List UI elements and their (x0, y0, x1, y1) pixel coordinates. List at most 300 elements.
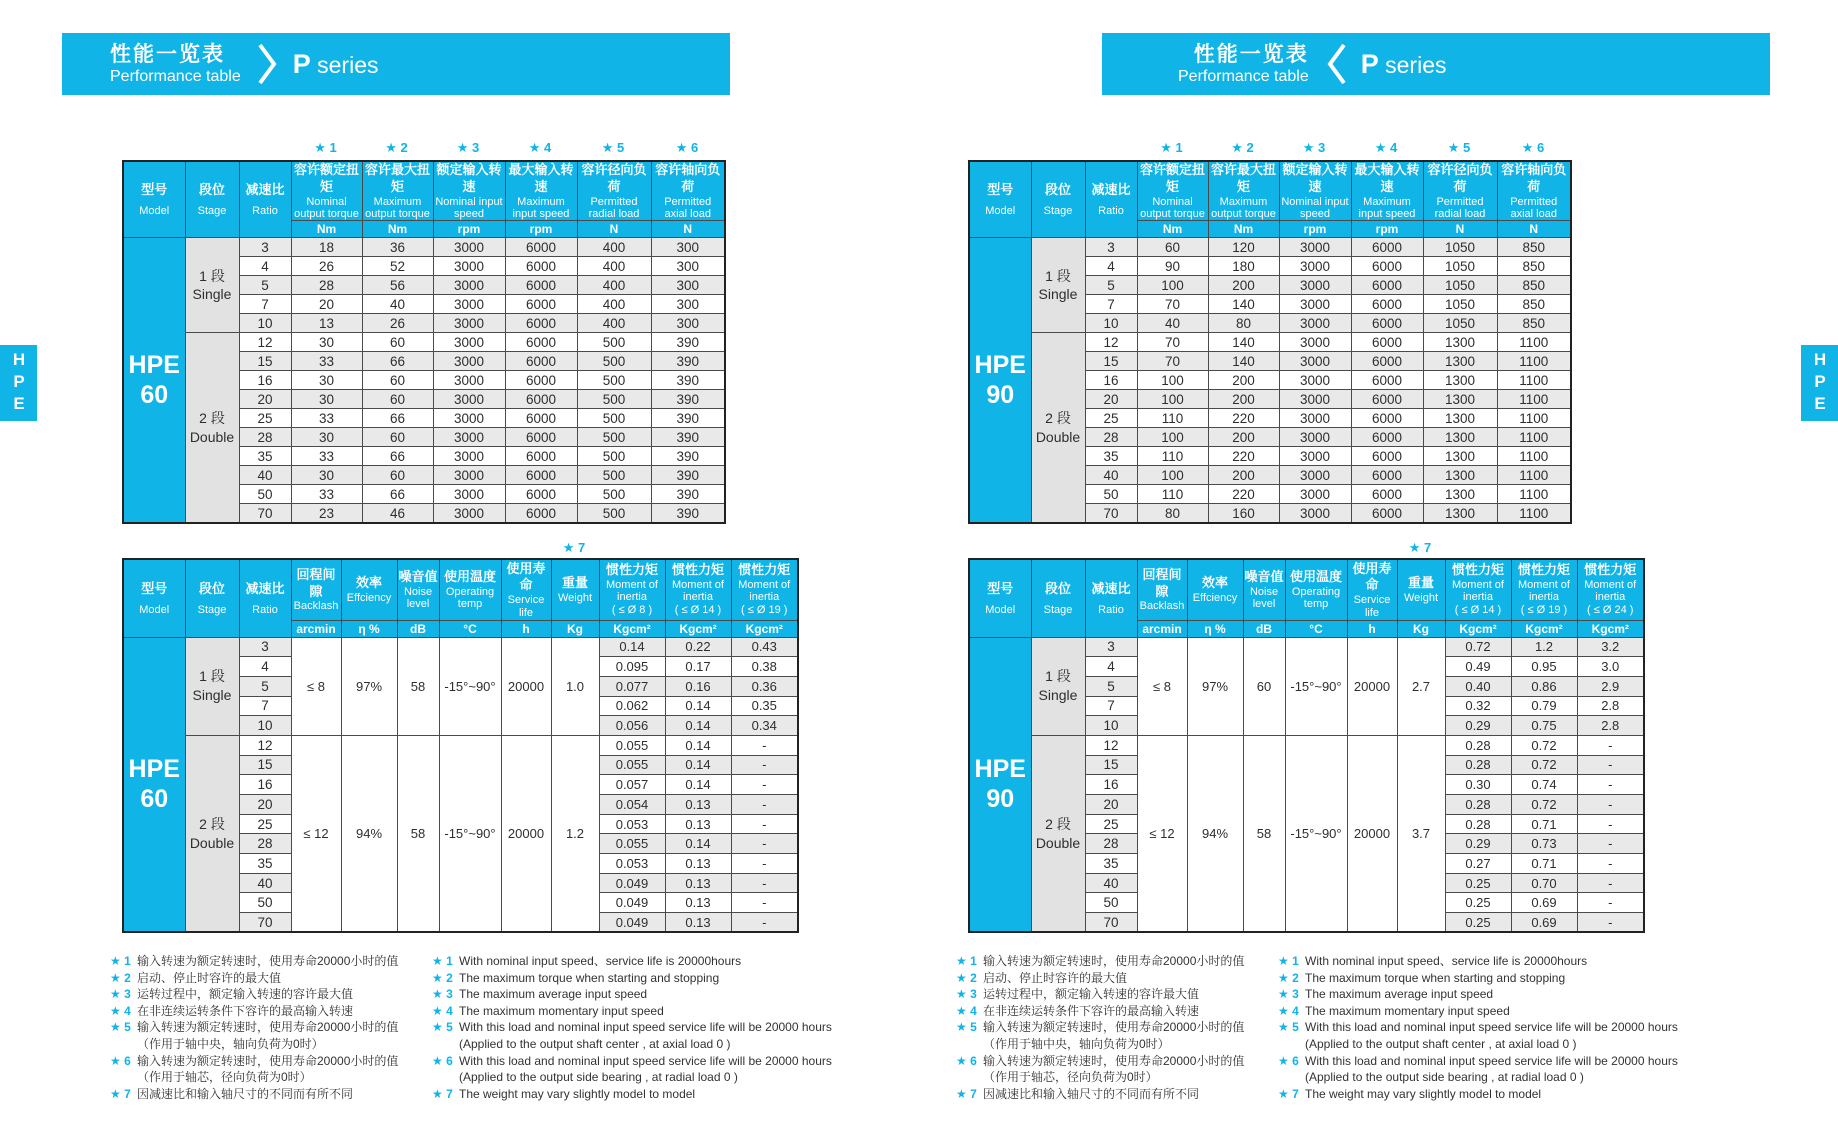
column-header-sub: ( ≤ Ø 14 ) (674, 603, 722, 616)
column-header-cn: 使用寿命 (1352, 560, 1392, 593)
ratio-cell: 16 (1085, 371, 1137, 390)
value-cell: 100 (1137, 390, 1208, 409)
column-header-en: Ratio (1098, 204, 1124, 217)
star-label: ★ 7 (562, 540, 586, 555)
footnote-item (110, 1003, 398, 1020)
star-label: ★ 4 (528, 140, 552, 155)
value-cell: 6000 (505, 276, 577, 295)
inertia-cell: - (731, 814, 798, 834)
value-cell: 6000 (1351, 295, 1423, 314)
footnote-item (956, 986, 1244, 1003)
value-cell: 3000 (1279, 333, 1351, 352)
value-cell: 28 (291, 276, 362, 295)
value-cell: 1050 (1423, 295, 1497, 314)
unit-cell: dB (397, 620, 439, 637)
column-header-cn: 型号 (141, 580, 168, 596)
column-header-en: Stage (1043, 204, 1073, 217)
value-cell: 1300 (1423, 428, 1497, 447)
ratio-cell: 3 (1085, 238, 1137, 257)
performance-table-1 (122, 160, 726, 524)
unit-cell: rpm (1351, 221, 1423, 238)
footnote-text: 因减速比和输入轴尺寸的不同而有所不同 (137, 1086, 354, 1101)
page-title-en: Performance table (110, 67, 241, 85)
value-cell: 500 (577, 485, 651, 504)
unit-cell: Nm (1208, 221, 1279, 238)
column-header-cn: 减速比 (245, 182, 285, 198)
footnote-line (1278, 1003, 1678, 1020)
footnote-text: 输入转速为额定转速时，使用寿命20000小时的值 (137, 1053, 399, 1068)
footnote-item (110, 1019, 398, 1052)
footnote-text: （作用于轴芯，径向负荷为0时） (137, 1070, 312, 1085)
unit-cell: dB (1243, 620, 1285, 637)
value-cell: 500 (577, 504, 651, 523)
spec-cell: 20000 (501, 735, 551, 932)
inertia-cell: 0.25 (1445, 893, 1511, 913)
page-title-cn: 性能一览表 (1193, 42, 1309, 66)
unit-cell: arcmin (291, 620, 341, 637)
inertia-cell: 0.70 (1511, 873, 1577, 893)
column-header-cn: 回程间隙 (1142, 566, 1182, 599)
inertia-cell: 0.17 (665, 657, 731, 677)
footnote-line (432, 953, 832, 970)
column-header-en: Nominal output torque (1140, 195, 1205, 221)
value-cell: 3000 (433, 295, 505, 314)
value-cell: 56 (362, 276, 433, 295)
column-header-en: Permitted radial load (588, 195, 640, 221)
value-cell: 3000 (1279, 257, 1351, 276)
footnote-text: 输入转速为额定转速时，使用寿命20000小时的值 (983, 1020, 1245, 1035)
chevron-left-icon (1326, 43, 1346, 85)
ratio-cell: 70 (1085, 504, 1137, 523)
series-label (1361, 49, 1447, 80)
ratio-cell: 20 (239, 795, 291, 815)
inertia-cell: - (1577, 854, 1644, 874)
unit-cell: Kg (551, 620, 599, 637)
footnote-item (432, 1003, 832, 1020)
ratio-cell: 35 (239, 447, 291, 466)
footnote-marker: ★ 4 (956, 1003, 977, 1018)
value-cell: 400 (577, 314, 651, 333)
column-header (969, 559, 1031, 637)
unit-cell: N (1497, 221, 1571, 238)
value-cell: 140 (1208, 295, 1279, 314)
stage-cell (1031, 333, 1085, 523)
value-cell: 390 (651, 333, 725, 352)
footnote-item (1278, 953, 1678, 970)
ratio-cell: 15 (1085, 755, 1137, 775)
value-cell: 33 (291, 352, 362, 371)
page-right (902, 0, 1782, 1122)
ratio-cell: 25 (239, 409, 291, 428)
column-header-sub: ( ≤ Ø 14 ) (1454, 603, 1502, 616)
inertia-cell: - (1577, 795, 1644, 815)
stage-cn: 1 段 (1045, 267, 1071, 284)
inertia-cell: 0.14 (665, 834, 731, 854)
inertia-cell: 0.25 (1445, 873, 1511, 893)
inertia-cell: 0.13 (665, 854, 731, 874)
stage-cell (185, 735, 239, 932)
ratio-cell: 70 (239, 913, 291, 933)
ratio-cell: 10 (1085, 716, 1137, 736)
value-cell: 80 (1137, 504, 1208, 523)
column-header-en: Model (139, 603, 170, 616)
column-header-sub: ( ≤ Ø 8 ) (611, 603, 653, 616)
footnote-item (432, 1019, 832, 1052)
value-cell: 6000 (1351, 466, 1423, 485)
value-cell: 500 (577, 447, 651, 466)
column-header-cn: 惯性力矩 (1584, 562, 1637, 578)
unit-cell: η % (1187, 620, 1243, 637)
column-header (1031, 559, 1085, 637)
star-label: ★ 1 (314, 140, 337, 155)
value-cell: 1100 (1497, 352, 1571, 371)
value-cell: 200 (1208, 276, 1279, 295)
value-cell: 6000 (1351, 409, 1423, 428)
value-cell: 3000 (433, 314, 505, 333)
column-header-en: Model (985, 603, 1016, 616)
column-header-cn: 容许最大扭矩 (364, 162, 430, 194)
inertia-cell: 0.14 (665, 735, 731, 755)
value-cell: 3000 (433, 276, 505, 295)
stage-cn: 1 段 (1045, 668, 1071, 685)
footnote-text: The maximum momentary input speed (459, 1003, 664, 1018)
footnote-item (1278, 1086, 1678, 1103)
column-header (123, 559, 185, 637)
column-header-en: Backlash (293, 600, 339, 613)
column-header (433, 161, 505, 221)
column-header-en: Stage (1043, 603, 1073, 616)
column-header-en: Ratio (252, 204, 278, 217)
column-header (505, 161, 577, 221)
ratio-cell: 3 (1085, 637, 1137, 657)
footnote-line (432, 1036, 832, 1053)
column-header-en: Operating temp (445, 585, 495, 611)
column-header-cn: 容许轴向负荷 (655, 162, 721, 194)
column-header (291, 559, 341, 620)
value-cell: 1050 (1423, 257, 1497, 276)
footnote-marker: ★ 3 (1278, 987, 1299, 1002)
ratio-cell: 50 (1085, 893, 1137, 913)
column-header (1187, 559, 1243, 620)
value-cell: 6000 (1351, 314, 1423, 333)
value-cell: 6000 (505, 333, 577, 352)
value-cell: 300 (651, 257, 725, 276)
page-title-cn: 性能一览表 (110, 42, 225, 66)
footnote-marker: ★ 4 (110, 1003, 131, 1018)
footnote-marker: ★ 3 (956, 987, 977, 1002)
value-cell: 60 (362, 466, 433, 485)
ratio-cell: 70 (1085, 913, 1137, 933)
value-cell: 6000 (505, 295, 577, 314)
column-header (341, 559, 397, 620)
value-cell: 850 (1497, 314, 1571, 333)
inertia-cell: 0.053 (599, 814, 665, 834)
performance-table-2 (122, 558, 799, 933)
inertia-cell: 0.72 (1511, 795, 1577, 815)
column-header-cn: 减速比 (245, 580, 285, 596)
ratio-cell: 10 (1085, 314, 1137, 333)
footnote-line (956, 1003, 1244, 1020)
ratio-cell: 10 (239, 314, 291, 333)
column-header-en: Moment of inertia (1518, 579, 1570, 604)
value-cell: 33 (291, 447, 362, 466)
ratio-cell: 50 (239, 893, 291, 913)
inertia-cell: 0.95 (1511, 657, 1577, 677)
column-header (1347, 559, 1397, 620)
value-cell: 1300 (1423, 409, 1497, 428)
value-cell: 6000 (1351, 257, 1423, 276)
column-header-en: Stage (197, 204, 227, 217)
column-header-en: Noise level (1249, 585, 1279, 611)
stage-cn: 1 段 (199, 267, 225, 284)
footnote-text: (Applied to the output shaft center , at axial load 0 ) (459, 1036, 731, 1051)
inertia-cell: 0.35 (731, 696, 798, 716)
column-header (185, 559, 239, 637)
value-cell: 1300 (1423, 485, 1497, 504)
footnote-line (432, 1003, 832, 1020)
spec-cell: 2.7 (1397, 637, 1445, 735)
footnote-line (110, 1003, 398, 1020)
ratio-cell: 15 (239, 352, 291, 371)
ratio-cell: 28 (239, 428, 291, 447)
spec-cell: ≤ 12 (1137, 735, 1187, 932)
footnote-line (956, 1053, 1244, 1070)
unit-cell: h (501, 620, 551, 637)
value-cell: 66 (362, 447, 433, 466)
footnote-marker: ★ 7 (1278, 1086, 1299, 1101)
value-cell: 400 (577, 257, 651, 276)
model-line: 60 (140, 785, 169, 814)
star-label: ★ 5 (601, 140, 625, 155)
inertia-cell: - (731, 834, 798, 854)
column-header-cn: 额定输入转速 (436, 162, 502, 194)
spec-cell: -15°~90° (1285, 735, 1347, 932)
unit-cell: rpm (1279, 221, 1351, 238)
footnote-text: The maximum torque when starting and stopping (459, 970, 720, 985)
unit-cell: Nm (1137, 221, 1208, 238)
value-cell: 60 (362, 428, 433, 447)
column-header-en: Effciency (346, 592, 392, 605)
inertia-cell: 0.055 (599, 735, 665, 755)
value-cell: 200 (1208, 371, 1279, 390)
value-cell: 3000 (1279, 447, 1351, 466)
model-line: HPE (974, 351, 1026, 380)
value-cell: 6000 (505, 466, 577, 485)
stage-en: Double (189, 834, 235, 851)
value-cell: 390 (651, 409, 725, 428)
column-header (1497, 161, 1571, 221)
value-cell: 60 (362, 371, 433, 390)
footnote-text: 在非连续运转条件下容许的最高输入转速 (983, 1003, 1200, 1018)
footnote-item (1278, 1003, 1678, 1020)
value-cell: 400 (577, 276, 651, 295)
footnote-item (110, 1086, 398, 1103)
unit-cell: N (651, 221, 725, 238)
stage-cn: 2 段 (1045, 815, 1071, 832)
value-cell: 1100 (1497, 485, 1571, 504)
stage-en: Single (192, 286, 232, 303)
inertia-cell: 0.13 (665, 795, 731, 815)
column-header (1031, 161, 1085, 238)
inertia-cell: 0.69 (1511, 913, 1577, 933)
value-cell: 6000 (1351, 333, 1423, 352)
value-cell: 26 (362, 314, 433, 333)
ratio-cell: 28 (1085, 834, 1137, 854)
ratio-cell: 16 (239, 775, 291, 795)
value-cell: 300 (651, 238, 725, 257)
inertia-cell: 3.0 (1577, 657, 1644, 677)
footnote-text: With this load and nominal input speed service life will be 20000 hours (459, 1020, 832, 1035)
table-row (969, 238, 1571, 257)
footnote-marker: ★ 6 (432, 1053, 453, 1068)
footnote-text: With nominal input speed、service life is 20000hours (1305, 954, 1588, 968)
table-row (969, 735, 1644, 755)
value-cell: 6000 (1351, 447, 1423, 466)
inertia-cell: 0.14 (665, 775, 731, 795)
inertia-cell: - (1577, 873, 1644, 893)
value-cell: 1100 (1497, 390, 1571, 409)
model-cell (123, 238, 185, 523)
column-header-en: Moment of inertia (738, 579, 791, 604)
value-cell: 1300 (1423, 371, 1497, 390)
ratio-cell: 12 (1085, 735, 1137, 755)
footnote-text: 运转过程中，额定输入转速的容许最大值 (983, 987, 1200, 1002)
ratio-cell: 70 (239, 504, 291, 523)
value-cell: 220 (1208, 409, 1279, 428)
ratio-cell: 50 (1085, 485, 1137, 504)
value-cell: 1100 (1497, 504, 1571, 523)
spec-cell: 94% (1187, 735, 1243, 932)
column-header-en: Operating temp (1291, 585, 1341, 611)
column-header-en: Nominal output torque (294, 195, 359, 221)
column-header-en: Permitted radial load (1434, 195, 1486, 221)
value-cell: 6000 (505, 504, 577, 523)
value-cell: 110 (1137, 447, 1208, 466)
spec-cell: 58 (397, 735, 439, 932)
column-header-cn: 型号 (987, 580, 1014, 596)
value-cell: 180 (1208, 257, 1279, 276)
value-cell: 6000 (1351, 371, 1423, 390)
ratio-cell: 5 (239, 676, 291, 696)
ratio-cell: 20 (239, 390, 291, 409)
spec-cell: -15°~90° (1285, 637, 1347, 735)
column-header (599, 559, 665, 620)
spec-cell: 58 (397, 637, 439, 735)
ratio-cell: 25 (239, 814, 291, 834)
value-cell: 300 (651, 276, 725, 295)
ratio-cell: 4 (239, 657, 291, 677)
column-header (397, 559, 439, 620)
value-cell: 3000 (1279, 352, 1351, 371)
stage-en: Double (1035, 428, 1081, 445)
footnote-text: 输入转速为额定转速时，使用寿命20000小时的值 (137, 1020, 399, 1035)
footnote-text: The maximum average input speed (1305, 987, 1494, 1002)
footnote-line (432, 970, 832, 987)
footnote-text: (Applied to the output shaft center , at axial load 0 ) (1305, 1036, 1577, 1051)
footnote-item (956, 1019, 1244, 1052)
footnote-text: （作用于轴中央，轴向负荷为0时） (137, 1036, 324, 1051)
column-header-en: Maximum input speed (1358, 195, 1416, 221)
column-header-en: Moment of inertia (672, 579, 724, 604)
value-cell: 1300 (1423, 333, 1497, 352)
column-header (651, 161, 725, 221)
value-cell: 6000 (1351, 428, 1423, 447)
value-cell: 6000 (505, 314, 577, 333)
inertia-cell: 0.062 (599, 696, 665, 716)
value-cell: 3000 (433, 333, 505, 352)
column-header-en: Ratio (1098, 603, 1124, 616)
column-header-sub: ( ≤ Ø 24 ) (1587, 603, 1634, 616)
value-cell: 6000 (1351, 485, 1423, 504)
inertia-cell: - (731, 775, 798, 795)
footnote-line (432, 1019, 832, 1036)
value-cell: 6000 (505, 428, 577, 447)
column-header (362, 161, 433, 221)
footnote-line (110, 1053, 398, 1070)
value-cell: 60 (362, 333, 433, 352)
column-header-cn: 最大输入转速 (1354, 162, 1420, 194)
footnote-marker: ★ 6 (1278, 1053, 1299, 1068)
inertia-cell: 0.40 (1445, 676, 1511, 696)
column-header-en: Permitted axial load (664, 195, 712, 221)
value-cell: 220 (1208, 447, 1279, 466)
footnote-marker: ★ 1 (956, 954, 977, 968)
value-cell: 3000 (1279, 238, 1351, 257)
stage-cell (1031, 637, 1085, 735)
value-cell: 200 (1208, 428, 1279, 447)
footnote-marker: ★ 3 (432, 987, 453, 1002)
footnote-item (432, 1053, 832, 1086)
footnote-marker: ★ 1 (1278, 954, 1299, 968)
value-cell: 6000 (505, 352, 577, 371)
column-header (1279, 161, 1351, 221)
column-header (577, 161, 651, 221)
value-cell: 6000 (1351, 238, 1423, 257)
unit-cell: η % (341, 620, 397, 637)
ratio-cell: 28 (239, 834, 291, 854)
value-cell: 3000 (1279, 504, 1351, 523)
spec-cell: 97% (341, 637, 397, 735)
inertia-cell: - (1577, 775, 1644, 795)
footnote-marker: ★ 3 (110, 987, 131, 1002)
value-cell: 40 (1137, 314, 1208, 333)
footnote-line (956, 986, 1244, 1003)
inertia-cell: 0.053 (599, 854, 665, 874)
footnote-line (956, 1086, 1244, 1103)
ratio-cell: 35 (1085, 854, 1137, 874)
value-cell: 3000 (433, 504, 505, 523)
inertia-cell: - (1577, 755, 1644, 775)
unit-cell: N (577, 221, 651, 238)
value-cell: 850 (1497, 276, 1571, 295)
footnote-marker: ★ 5 (1278, 1020, 1299, 1035)
ratio-cell: 40 (1085, 873, 1137, 893)
ratio-cell: 3 (239, 637, 291, 657)
stage-cell (1031, 238, 1085, 333)
spec-cell: 1.0 (551, 637, 599, 735)
star-label: ★ 1 (1160, 140, 1183, 155)
table2-star-row (968, 540, 1668, 556)
ratio-cell: 35 (239, 854, 291, 874)
star-label: ★ 2 (1231, 140, 1254, 155)
inertia-cell: - (731, 893, 798, 913)
value-cell: 850 (1497, 295, 1571, 314)
model-cell (969, 238, 1031, 523)
column-header-en: Moment of inertia (1584, 579, 1637, 604)
stage-cell (185, 333, 239, 523)
footnote-text: 启动、停止时容许的最大值 (137, 970, 282, 985)
inertia-cell: - (731, 735, 798, 755)
